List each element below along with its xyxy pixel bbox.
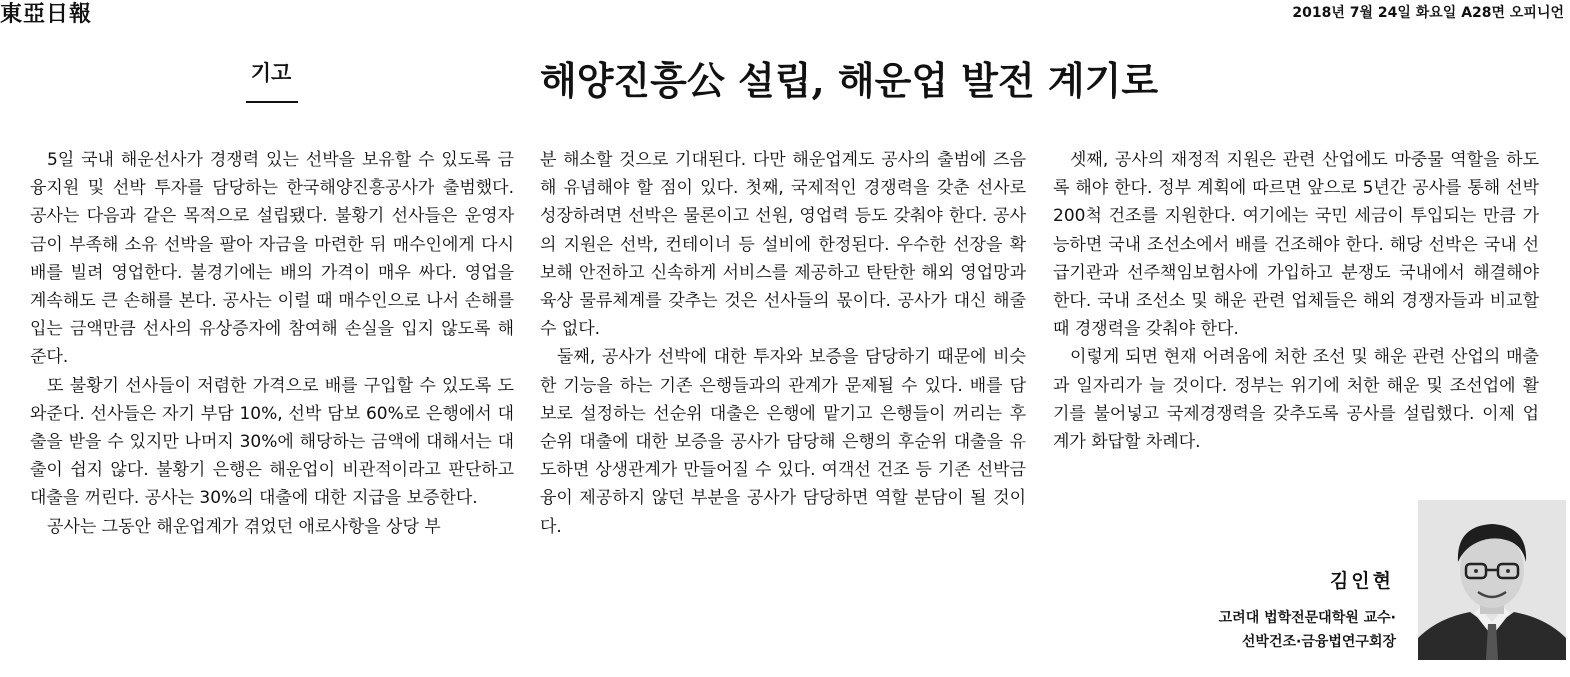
paragraph-continued: 분 해소할 것으로 기대된다. 다만 해운업계도 공사의 출범에 즈음해 유념해야 할 점이 있다. 첫째, 국제적인 경쟁력을 갖춘 선사로 성장하려면 선박은 물론이고 선원, 영업력 등도 갖춰야 한다. 공사의 지원은 선박, 컨테이너 등 설비에 한정된다. 우수한 선장을 확보해 안전하고 신속하게 서비스를 제공하고 탄탄한 해외 영업망과 육상 물류체계를 갖추는 것은 선사들의 몫이다. 공사가 대신 해줄 수 없다. xyxy=(540,150,1026,340)
paragraph: 공사는 그동안 해운업계가 겪었던 애로사항을 상당 부 xyxy=(47,516,441,537)
newspaper-masthead: 東亞日報 xyxy=(0,1,93,27)
author-title-line-1: 고려대 법학전문대학원 교수· xyxy=(1218,610,1396,626)
author-portrait-photo xyxy=(1418,500,1566,660)
article-headline: 해양진흥公 설립, 해운업 발전 계기로 xyxy=(540,58,1159,103)
issue-date-page-info: 2018년 7월 24일 화요일 A28면 오피니언 xyxy=(1292,5,1564,21)
paragraph: 5일 국내 해운선사가 경쟁력 있는 선박을 보유할 수 있도록 금융지원 및 선박 투자를 담당하는 한국해양진흥공사가 출범했다. 공사는 다음과 같은 목적으로 설립됐다. 불황기 선사들은 운영자금이 부족해 소유 선박을 팔아 자금을 마련한 뒤 매수인에게 다시 배를 빌려 영업한다. 불경기에는 배의 가격이 매우 싸다. 영업을 계속해도 큰 손해를 본다. 공사는 이럴 때 매수인으로 나서 손해를 입는 금액만큼 선사의 유상증자에 참여해 손실을 입지 않도록 해준다. xyxy=(30,150,514,368)
article-column-2 xyxy=(540,146,1026,541)
paragraph: 또 불황기 선사들이 저렴한 가격으로 배를 구입할 수 있도록 도와준다. 선사들은 자기 부담 10%, 선박 담보 60%로 은행에서 대출을 받을 수 있지만 나머지 30%에 해당하는 금액에 대해서는 대출이 쉽지 않다. 불황기 은행은 해운업이 비관적이라고 판단하고 대출을 꺼린다. 공사는 30%의 대출에 대한 지급을 보증한다. xyxy=(30,375,514,509)
section-label-underline xyxy=(246,101,298,103)
article-column-1 xyxy=(30,146,514,541)
author-name: 김인현 xyxy=(1329,570,1394,592)
paragraph: 이렇게 되면 현재 어려움에 처한 조선 및 해운 관련 산업의 매출과 일자리가 늘 것이다. 정부는 위기에 처한 해운 및 조선업에 활기를 불어넣고 국제경쟁력을 갖추도록 공사를 설립했다. 이제 업계가 화답할 차례다. xyxy=(1053,347,1539,453)
portrait-illustration xyxy=(1418,500,1566,660)
paragraph: 셋째, 공사의 재정적 지원은 관련 산업에도 마중물 역할을 하도록 해야 한다. 정부 계획에 따르면 앞으로 5년간 공사를 통해 선박 200척 건조를 지원한다. 여기에는 국민 세금이 투입되는 만큼 가능하면 국내 조선소에서 배를 건조해야 한다. 해당 선박은 국내 선급기관과 선주책임보험사에 가입하고 분쟁도 국내에서 해결해야 한다. 국내 조선소 및 해운 관련 업체들은 해외 경쟁자들과 비교할 때 경쟁력을 갖춰야 한다. xyxy=(1053,150,1539,340)
section-label: 기고 xyxy=(250,61,292,85)
paragraph: 둘째, 공사가 선박에 대한 투자와 보증을 담당하기 때문에 비슷한 기능을 하는 기존 은행들과의 관계가 문제될 수 있다. 배를 담보로 설정하는 선순위 대출은 은행에 맡기고 은행들이 꺼리는 후순위 대출에 대한 보증을 공사가 담당해 은행의 후순위 대출을 유도하면 상생관계가 만들어질 수 있다. 여객선 건조 등 기존 선박금융이 제공하지 않던 부분을 공사가 담당하면 역할 분담이 될 것이다. xyxy=(540,347,1026,537)
article-column-3 xyxy=(1053,146,1539,456)
author-title-line-2: 선박건조·금융법연구회장 xyxy=(1241,634,1396,650)
author-affiliation xyxy=(1150,606,1396,654)
